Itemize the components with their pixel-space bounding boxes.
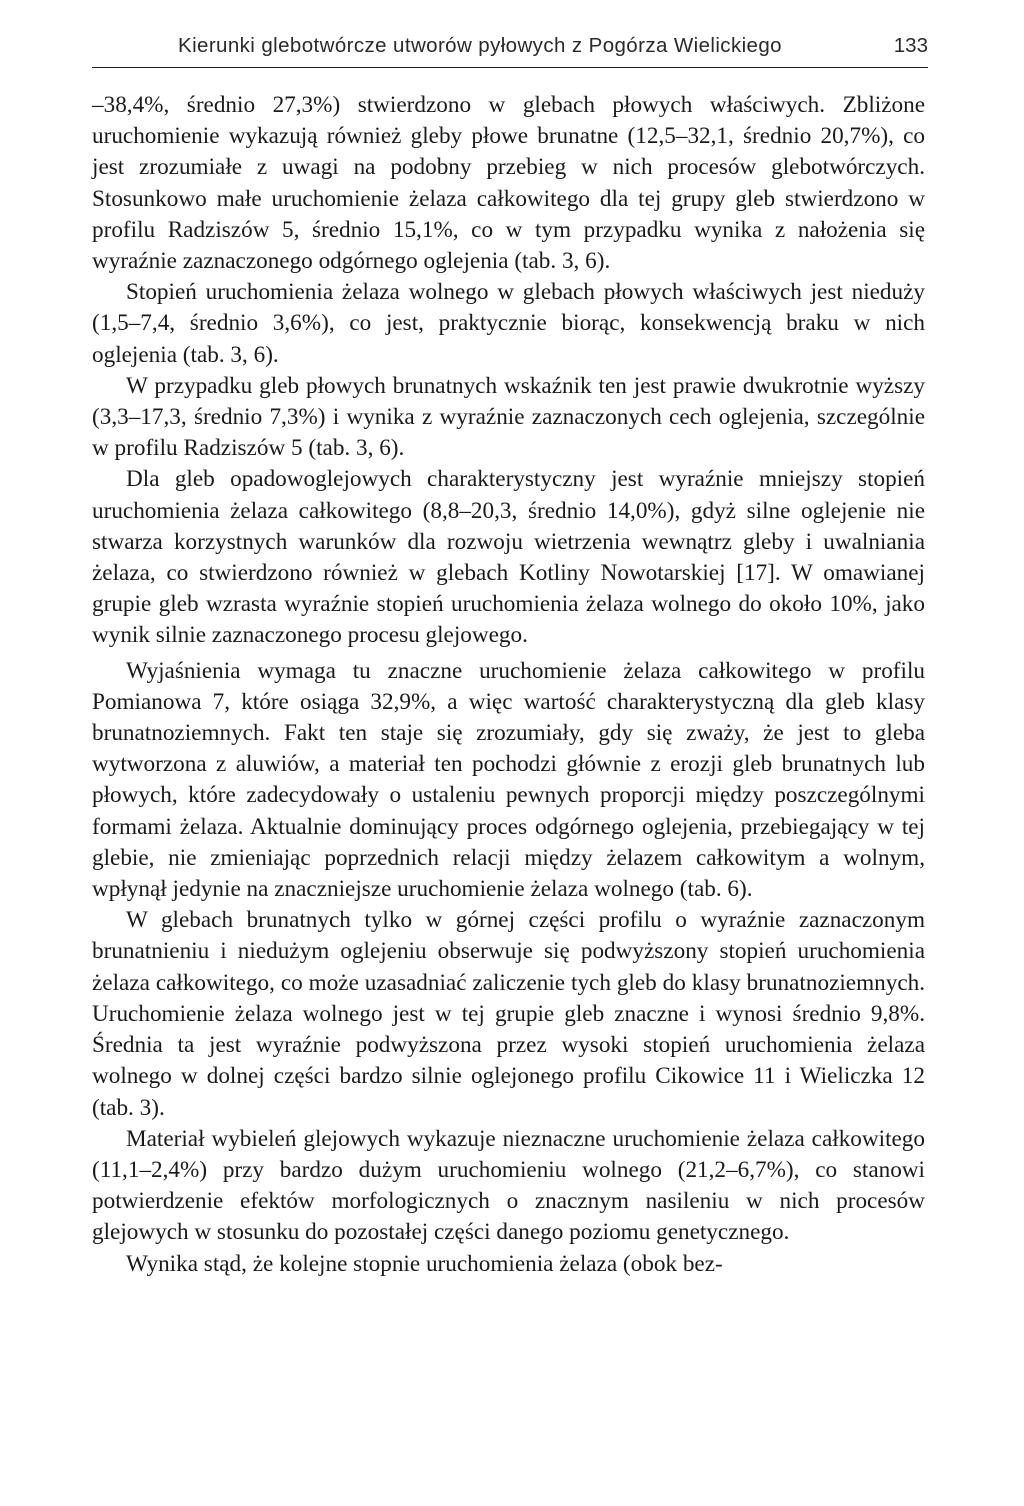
running-header: [92, 34, 928, 64]
paragraph-8: Wynika stąd, że kolejne stopnie uruchomienia żelaza (obok bez-: [126, 1250, 723, 1277]
header-rule: [92, 67, 928, 68]
paragraph-5: Wyjaśnienia wymaga tu znaczne uruchomienie żelaza całkowitego w profilu Pomianowa 7, które osiąga 32,9%, a więc wartość charakterystyczną dla gleb klasy brunatnoziemnych. Fakt ten staje się zrozumiały, gdy się zważy, że jest to gleba wytworzona z aluwiów, a materiał ten pochodzi głównie z erozji gleb brunatnych lub płowych, które zadecydowały o ustaleniu pewnych proporcji między poszczególnymi formami żelaza. Aktualnie dominujący proces odgórnego oglejenia, przebiegający w tej glebie, nie zmieniając poprzednich relacji między żelazem całkowitym a wolnym, wpłynął jedynie na znaczniejsze uruchomienie żelaza wolnego (tab. 6).: [92, 657, 925, 903]
paragraph-3: W przypadku gleb płowych brunatnych wskaźnik ten jest prawie dwukrotnie wyższy (3,3–17,3, średnio 7,3%) i wynika z wyraźnie zaznaczonych cech oglejenia, szczególnie w profilu Radziszów 5 (tab. 3, 6).: [92, 372, 925, 462]
paragraph-4: Dla gleb opadowoglejowych charakterystyczny jest wyraźnie mniejszy stopień uruchomienia żelaza całkowitego (8,8–20,3, średnio 14,0%), gdyż silne oglejenie nie stwarza korzystnych warunków dla rozwoju wietrzenia wewnątrz gleby i uwalniania żelaza, co stwierdzono również w glebach Kotliny Nowotarskiej [17]. W omawianej grupie gleb wzrasta wyraźnie stopień uruchomienia żelaza wolnego do około 10%, jako wynik silnie zaznaczonego procesu glejowego.: [92, 466, 925, 649]
paragraph-6: W glebach brunatnych tylko w górnej części profilu o wyraźnie zaznaczonym brunatnieniu i niedużym oglejeniu obserwuje się podwyższony stopień uruchomienia żelaza całkowitego, co może uzasadniać zaliczenie tych gleb do klasy brunatnoziemnych. Uruchomienie żelaza wolnego jest w tej grupie gleb znaczne i wynosi średnio 9,8%. Średnia ta jest wyraźnie podwyższona przez wysoki stopień uruchomienia żelaza wolnego w dolnej części bardzo silnie oglejonego profilu Cikowice 11 i Wieliczka 12 (tab. 3).: [92, 907, 925, 1121]
body-text: [92, 90, 925, 1280]
paragraph-2: Stopień uruchomienia żelaza wolnego w glebach płowych właściwych jest nieduży (1,5–7,4, średnio 3,6%), co jest, praktycznie biorąc, konsekwencją braku w nich oglejenia (tab. 3, 6).: [92, 279, 925, 368]
running-title: Kierunki glebotwórcze utworów pyłowych z Pogórza Wielickiego: [178, 34, 782, 57]
paragraph-1: –38,4%, średnio 27,3%) stwierdzono w glebach płowych właściwych. Zbliżone uruchomienie wykazują również gleby płowe brunatne (12,5–32,1, średnio 20,7%), co jest zrozumiałe z uwagi na podobny przebieg w nich procesów glebotwórczych. Stosunkowo małe uruchomienie żelaza całkowitego dla tej grupy gleb stwierdzono w profilu Radziszów 5, średnio 15,1%, co w tym przypadku wynika z nałożenia się wyraźnie zaznaczonego odgórnego oglejenia (tab. 3, 6).: [92, 92, 925, 275]
page-number: 133: [893, 34, 928, 57]
paragraph-7: Materiał wybieleń glejowych wykazuje nieznaczne uruchomienie żelaza całkowitego (11,1–2,4%) przy bardzo dużym uruchomieniu wolnego (21,2–6,7%), co stanowi potwierdzenie efektów morfologicznych o znacznym nasileniu w nich procesów glejowych w stosunku do pozostałej części danego poziomu genetycznego.: [92, 1125, 925, 1246]
